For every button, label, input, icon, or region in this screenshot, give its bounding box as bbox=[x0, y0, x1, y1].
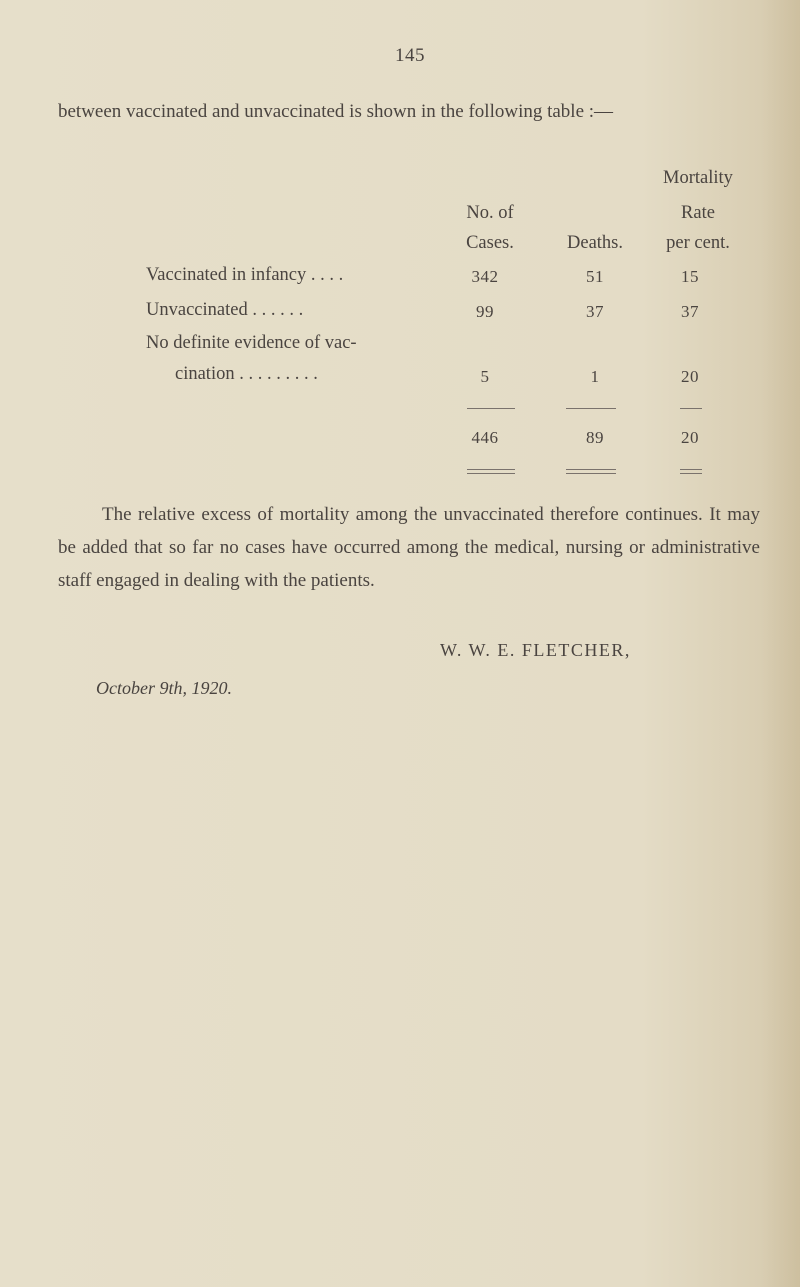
row-label-no-evidence-cont: cination . . . . . . . . . bbox=[175, 364, 318, 384]
total-rule-cases bbox=[467, 469, 515, 474]
header-rate-line3: per cent. bbox=[666, 233, 730, 253]
subtotal-rule-deaths bbox=[566, 408, 616, 409]
intro-paragraph: between vaccinated and unvaccinated is shown in the following table :— bbox=[58, 101, 614, 122]
total-deaths: 89 bbox=[586, 428, 604, 447]
subtotal-rule-rate bbox=[680, 408, 702, 409]
cell-cases-vaccinated: 342 bbox=[471, 267, 499, 286]
body-paragraph: The relative excess of mortality among the unvaccinated therefore continues. It may be added that so far no cases have occurred among the medical, nursing or administrative staff engaged in dealing with the patients. bbox=[58, 504, 760, 591]
date-line: October 9th, 1920. bbox=[96, 678, 232, 698]
signature: W. W. E. FLETCHER, bbox=[440, 640, 631, 660]
row-label-unvaccinated: Unvaccinated . . . . . . bbox=[146, 300, 304, 320]
total-rate: 20 bbox=[681, 428, 699, 447]
row-label-no-evidence: No definite evidence of vac- bbox=[146, 333, 357, 353]
cell-rate-unvaccinated: 37 bbox=[681, 302, 699, 321]
page-number: 145 bbox=[395, 45, 425, 66]
cell-rate-vaccinated: 15 bbox=[681, 267, 699, 286]
header-rate-line2: Rate bbox=[681, 203, 715, 223]
total-rule-rate bbox=[680, 469, 702, 474]
cell-deaths-no-evidence: 1 bbox=[590, 367, 600, 386]
header-cases-line1: No. of bbox=[466, 203, 514, 223]
header-cases-line2: Cases. bbox=[466, 233, 514, 253]
cell-cases-no-evidence: 5 bbox=[480, 367, 490, 386]
row-label-vaccinated: Vaccinated in infancy . . . . bbox=[146, 265, 344, 285]
cell-cases-unvaccinated: 99 bbox=[476, 302, 494, 321]
cell-rate-no-evidence: 20 bbox=[681, 367, 699, 386]
header-deaths: Deaths. bbox=[567, 233, 623, 253]
cell-deaths-unvaccinated: 37 bbox=[586, 302, 604, 321]
subtotal-rule-cases bbox=[467, 408, 515, 409]
total-rule-deaths bbox=[566, 469, 616, 474]
cell-deaths-vaccinated: 51 bbox=[586, 267, 604, 286]
header-rate-line1: Mortality bbox=[663, 168, 733, 188]
total-cases: 446 bbox=[471, 428, 499, 447]
